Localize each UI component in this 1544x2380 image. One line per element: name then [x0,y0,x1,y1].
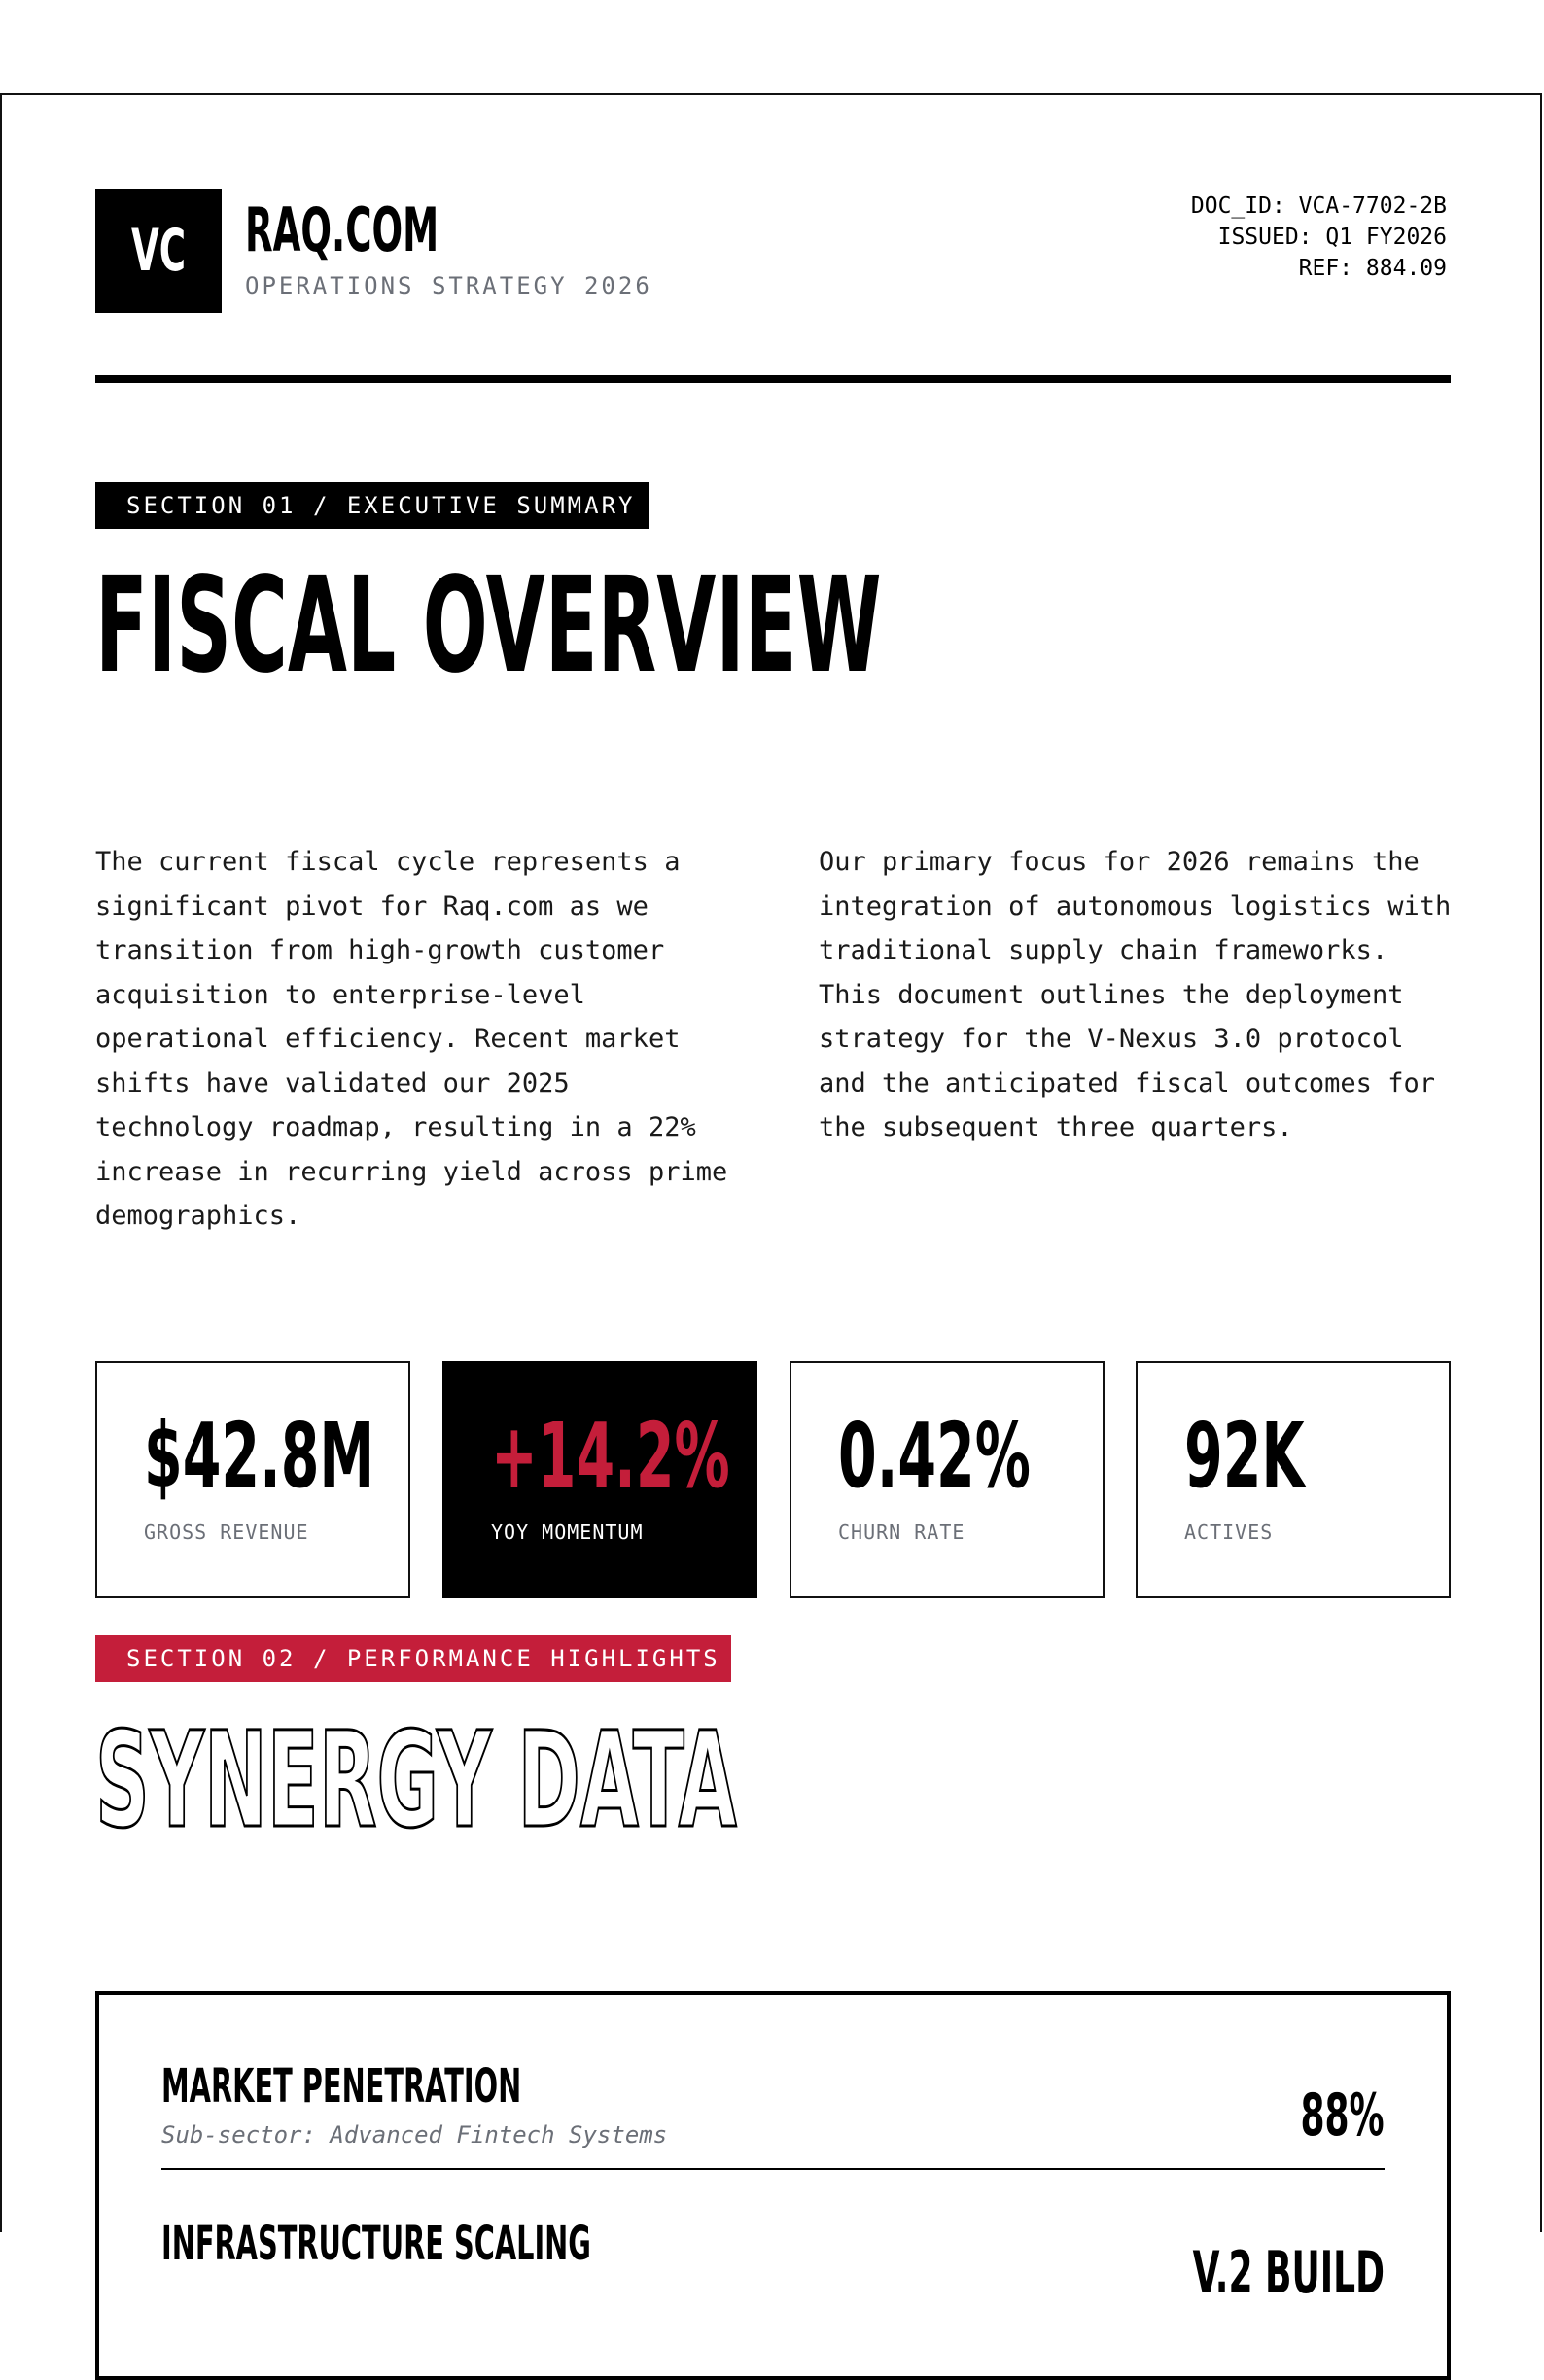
stat-label: CHURN RATE [838,1521,965,1544]
synergy-panel [95,1991,1451,2380]
reference-number: REF: 884.09 [1298,256,1447,281]
stat-value: 92K [1184,1404,1305,1508]
logo-mark-text: VC [131,217,187,285]
section-02-tag: SECTION 02 / PERFORMANCE HIGHLIGHTS [95,1635,731,1682]
stat-card-actives [1136,1361,1451,1598]
header-divider [95,375,1451,383]
row-divider [161,2168,1385,2170]
stat-value: +14.2% [491,1404,730,1508]
row-subtitle-market-penetration: Sub-sector: Advanced Fintech Systems [161,2121,668,2149]
document-meta [1191,191,1447,284]
row-value-infrastructure-scaling: V.2 BUILD [1192,2239,1385,2307]
stat-value: $42.8M [144,1404,375,1508]
logo-mark [95,189,222,313]
summary-paragraph-right: Our primary focus for 2026 remains the integration of autonomous logistics with traditional supply chain frameworks. This document outlines the deployment strategy for the V-Nexus 3.0 protocol and the anticipated fiscal outcomes for the subsequent three quarters. [819,847,1452,1142]
stat-label: GROSS REVENUE [144,1521,309,1544]
stat-label: ACTIVES [1184,1521,1274,1544]
brand-subtitle: OPERATIONS STRATEGY 2026 [245,272,652,299]
row-value-market-penetration: 88% [1300,2082,1385,2150]
stat-card-churn-rate [790,1361,1105,1598]
section-01-tag: SECTION 01 / EXECUTIVE SUMMARY [95,482,649,529]
section-01-title: FISCAL OVERVIEW [95,549,882,703]
stat-label: YOY MOMENTUM [491,1521,644,1544]
stat-value: 0.42% [838,1404,1031,1508]
stat-card-gross-revenue [95,1361,410,1598]
doc-id: DOC_ID: VCA-7702-2B [1190,193,1447,219]
brand-name: RAQ.COM [245,194,439,265]
document-page [0,93,1542,2307]
stat-card-yoy-momentum [442,1361,757,1598]
issued-date: ISSUED: Q1 FY2026 [1217,225,1447,250]
row-title-market-penetration: MARKET PENETRATION [161,2059,522,2114]
section-02-title: SYNERGY DATA [95,1704,737,1858]
row-title-infrastructure-scaling: INFRASTRUCTURE SCALING [161,2217,591,2271]
summary-paragraph-left: The current fiscal cycle represents a significant pivot for Raq.com as we transition from high-growth customer acquisition to enterprise-level operational efficiency. Recent market shifts have validated our 2025 technology roadmap, resulting in a 22% increase in recurring yield across prime demographics. [95,847,728,1231]
